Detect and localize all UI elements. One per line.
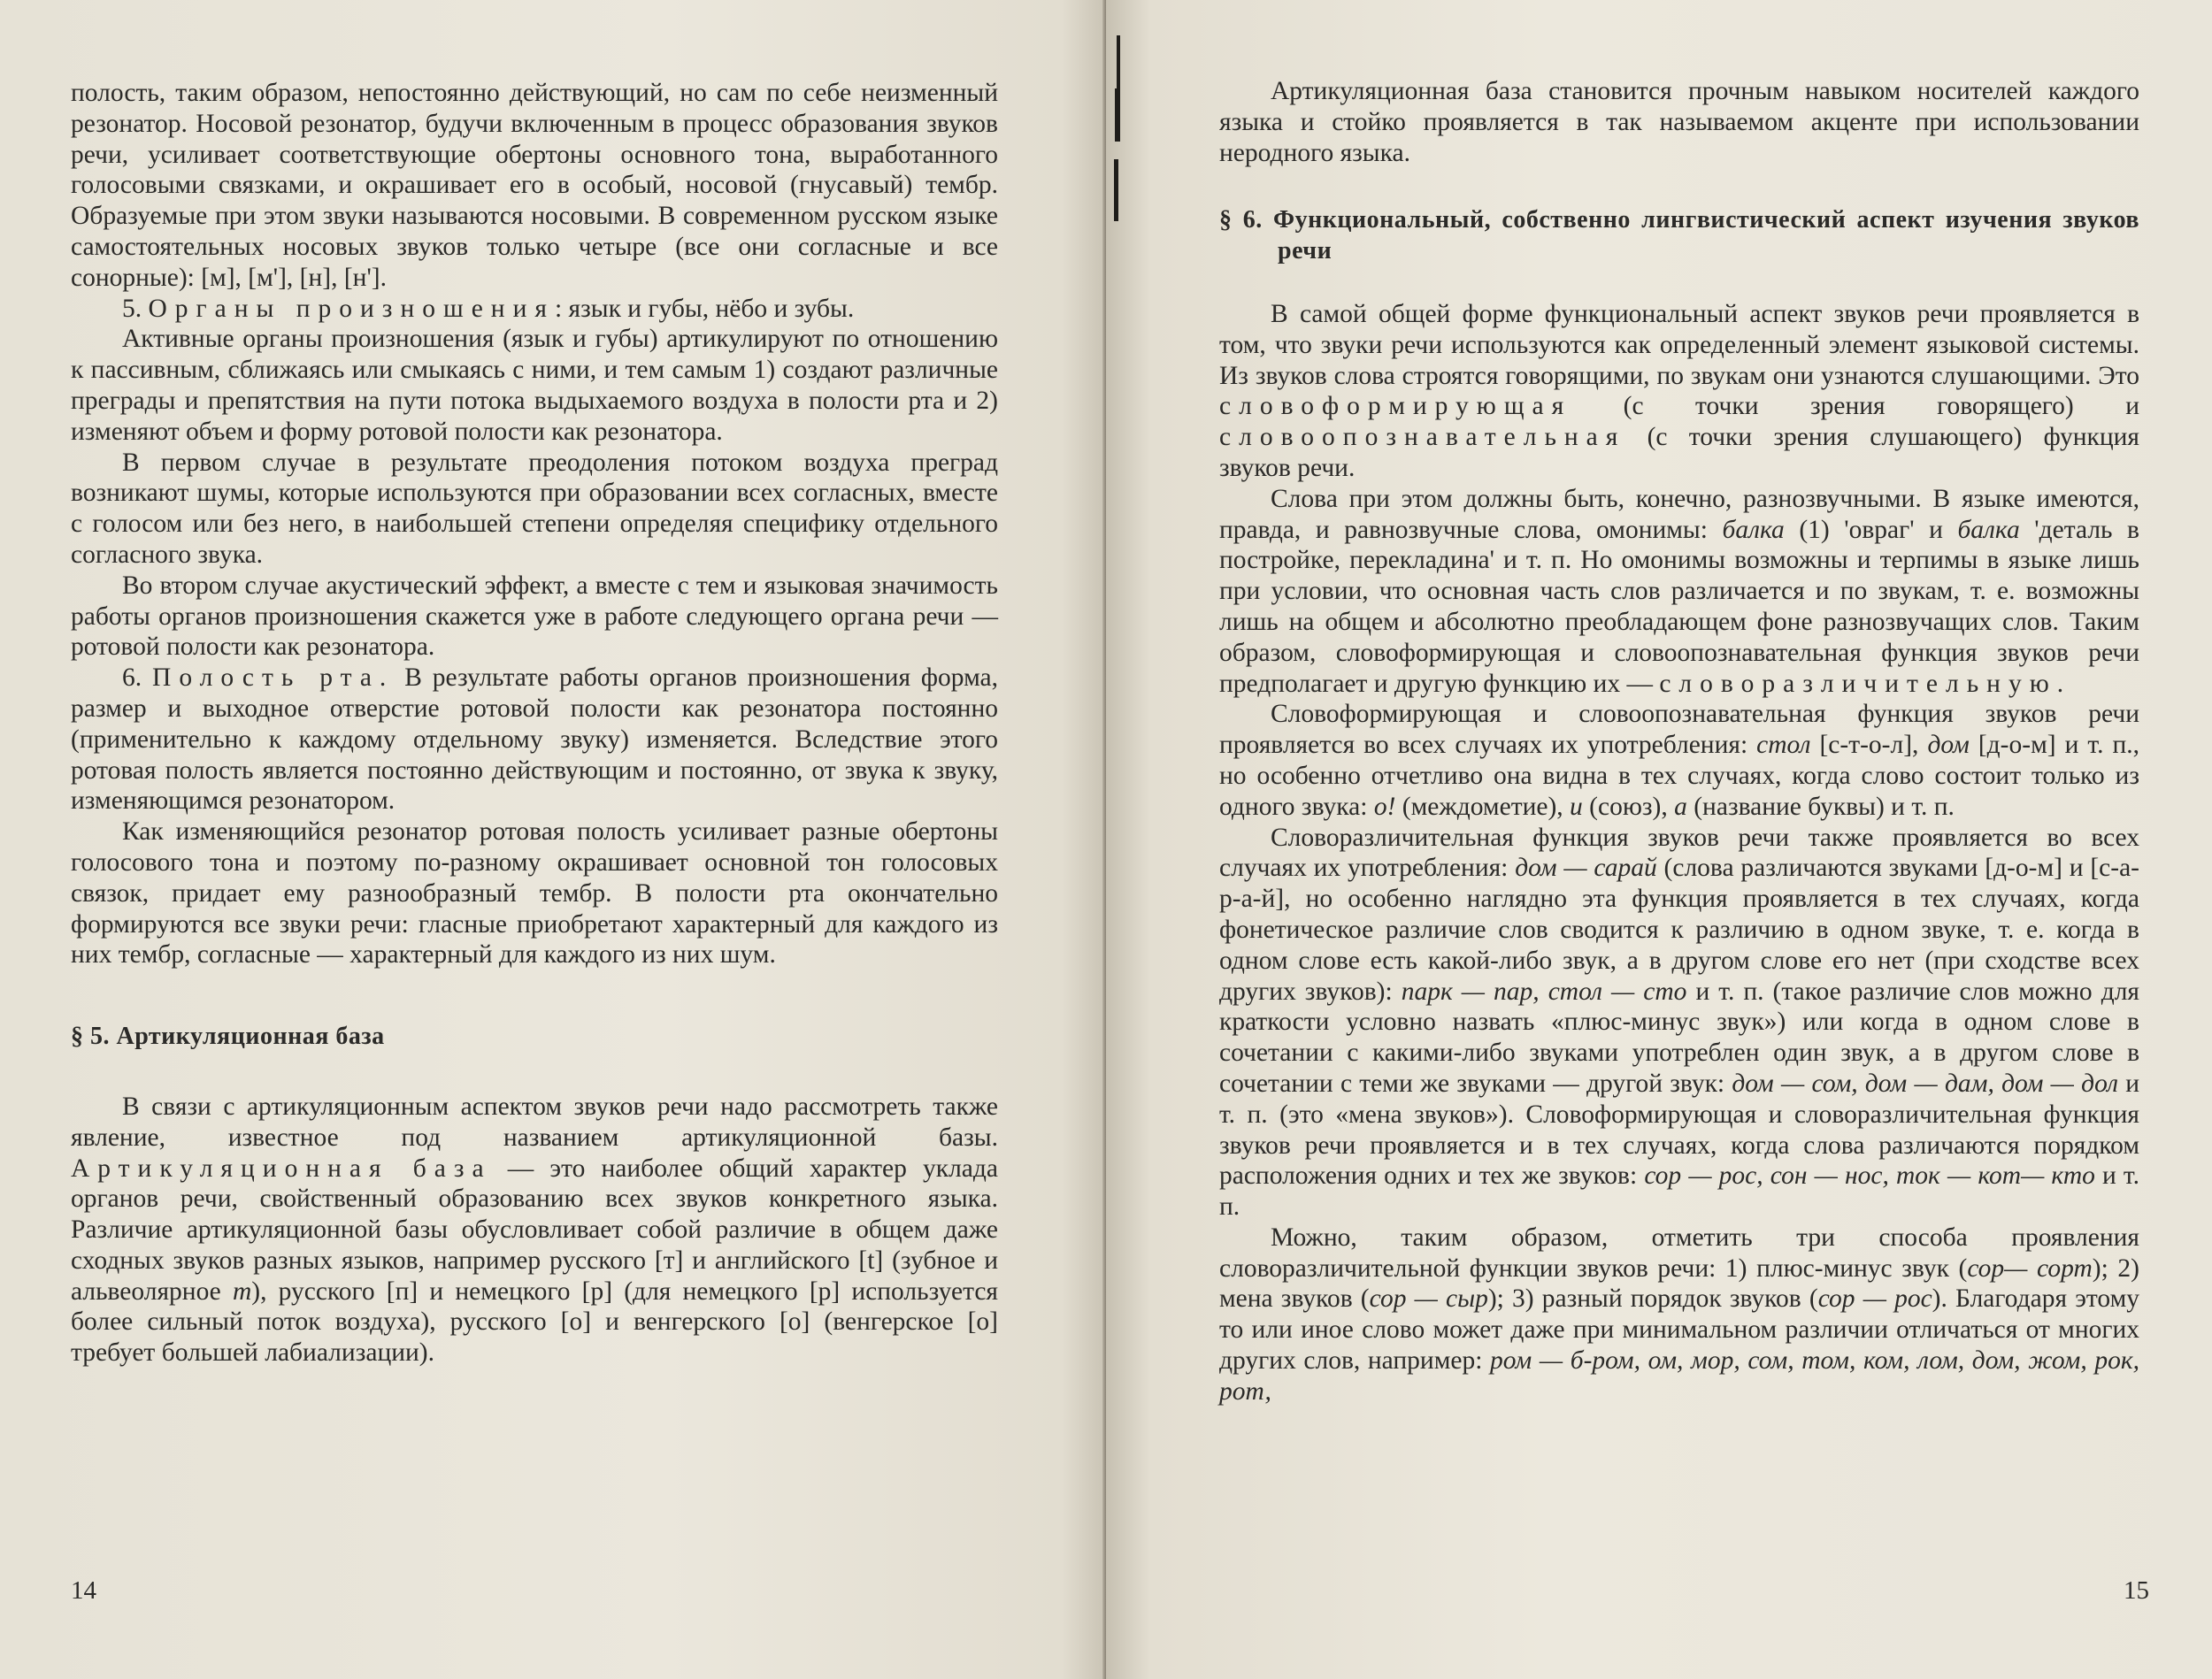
text-run: ). Благодаря этому то или иное слово может даже при минимальном различии отличаться от многих других слов, например: (1219, 1284, 2139, 1376)
text-run: В самой общей форме функциональный аспект звуков речи проявляется в том, что звуки речи используются как определенный элемент языковой системы. Из звуков слова строятся говорящими, по звукам они узнаются слушающими. Это (1219, 299, 2139, 390)
word: сор — рос, сон — нос, ток — кот— кто (1644, 1162, 2095, 1191)
paragraph (1219, 299, 2139, 484)
left-page-text (71, 78, 998, 1368)
text-run: ); 3) разный порядок звуков ( (1487, 1284, 1818, 1314)
word: и (1570, 792, 1583, 821)
scan-mark (1115, 88, 1120, 142)
word: стол (1756, 731, 1811, 760)
text-run: 'деталь в постройке, перекладина' и т. п. Но омонимы возможны и терпимы в языке лишь при условии, что основная часть слов различается и по звукам, т. е. возможны лишь на общем и абсолютно преобладающем фоне разнозвучащих слов. Таким образом, словоформирующая и словоопознавательная функция звуков речи предполагает и другую функцию их — (1219, 515, 2139, 698)
paragraph: Во втором случае акустический эффект, а вместе с тем и языковая значимость работы органов произношения скажется уже в работе следующего органа речи — ротовой полости как резонатора. (71, 571, 998, 662)
text-run: (с точки зрения слушающего) функция звуков речи. (1219, 423, 2139, 482)
item-rest: В результате работы органов произношения форма, размер и выходное отверстие ротовой полости как резонатора постоянно (применительно к каждому отдельному звуку) изменяется. Вследствие этого ротовая полость является постоянно действующим и постоянно, от звука к звуку, изменяющимся резонатором. (71, 663, 999, 816)
text-run: (союз), (1582, 792, 1675, 821)
item-number: 5. (122, 294, 142, 323)
section-heading: § 5. Артикуляционная база (71, 1023, 385, 1051)
term: словоопознавательная (1219, 423, 1626, 452)
text-run: В связи с артикуляционным аспектом звуков речи надо рассмотреть также явление, известное под названием артикуляционной базы. (71, 1092, 998, 1152)
scan-mark (1117, 35, 1120, 88)
paragraph: В первом случае в результате преодоления потоком воздуха преград возникают шумы, которые используются при образовании всех согласных, вместе с голосом или без него, в наибольшей степени определяя специфику отдельного согласного звука. (71, 448, 998, 569)
word: дом — сом, дом — дам, дом — дол (1732, 1069, 2118, 1098)
paragraph (1219, 823, 2139, 1223)
scan-mark (1114, 159, 1118, 221)
text-run: (междометие), (1395, 792, 1571, 821)
text-run: Можно, таким образом, отметить три способа проявления словоразличительной функции звуков речи: 1) плюс-минус звук ( (1219, 1223, 2139, 1283)
paragraph: Активные органы произношения (язык и губы) артикулируют по отношению к пассивным, сближаясь или смыкаясь с ними, и тем самым 1) создают различные преграды и препятствия на пути потока выдыхаемого воздуха в полости рта и 2) изменяют объем и форму ротовой полости как резонатора. (71, 325, 998, 446)
text-run: и т. п. (такое различие слов можно для краткости условно назвать «плюс-минус звук») или когда в одном слове в сочетании с какими-либо звуками употреблен один звук, а в другом слове в сочетании с теми же звуками — другой звук: (1219, 977, 2140, 1098)
text-run: [с-т-о-л], (1810, 731, 1928, 760)
text-run: (с точки зрения говорящего) и (1571, 392, 2139, 421)
text-run: т (232, 1276, 252, 1306)
term: Артикуляционная база (71, 1154, 492, 1183)
word: сор— сорт (1967, 1254, 2093, 1283)
text-run: ); 2) мена звуков ( (1219, 1254, 2139, 1314)
text-run: Словоформирующая и словоопознавательная функция звуков речи проявляется во всех случаях их употребления: (1219, 700, 2139, 760)
page-number: 14 (71, 1576, 96, 1605)
text-run: Словоразличительная функция звуков речи также проявляется во всех случаях их употребления: (1219, 823, 2139, 883)
word: парк — пар, стол — сто (1401, 977, 1687, 1006)
paragraph: Как изменяющийся резонатор ротовая полость усиливает разные обертоны голосового тона и поэтому по-разному окрашивает основной тон голосовых связок, придает ему разнообразный тембр. В полости рта окончательно формируются все звуки речи: гласные приобретают характерный для каждого из них тембр, согласные — характерный для каждого из них шум. (71, 817, 998, 970)
item-term: Органы произношения (148, 294, 555, 323)
word: сор — рос (1817, 1284, 1932, 1314)
item-rest: : язык и губы, нёбо и зубы. (554, 294, 855, 323)
paragraph (1219, 699, 2139, 822)
word: а (1674, 792, 1687, 821)
word: балка (1957, 515, 2020, 544)
word: балка (1722, 515, 1785, 544)
word: дом (1927, 731, 1970, 760)
right-page-text (1219, 76, 2139, 1407)
text-run: (название буквы) и т. п. (1686, 792, 1955, 821)
word: ром — б-ром, ом, мор, сом, том, ком, лом, дом, жом, рок, рот, (1219, 1346, 2139, 1406)
text-run: и т. п. (1219, 1162, 2139, 1222)
section-heading: § 6. Функциональный, собственно лингвистический аспект изучения звуков речи (1219, 206, 2139, 265)
term: словоразличительную. (1659, 669, 2072, 698)
text-run: ), русского [п] и немецкого [р] (для немецкого [р] используется более сильный поток воздуха), русского [о] и венгерского [о] (венгерское [о] требует большей лабиализации). (71, 1276, 998, 1368)
paragraph (1219, 484, 2139, 700)
text-run: Слова при этом должны быть, конечно, разнозвучными. В языке имеются, правда, и равнозвучные слова, омонимы: (1219, 484, 2139, 544)
item-number: 6. (122, 663, 142, 693)
text-run: (слова различаются звуками [д-о-м] и [с-а-р-а-й], но особенно наглядно эта функция проявляется в тех случаях, когда фонетическое различие слов сводится к различию в одном звуке, т. е. когда в одном слове есть какой-либо звук, а в другом слове его нет (при сходстве всех других звуков): (1219, 854, 2139, 1006)
term: словоформирующая (1219, 392, 1572, 421)
paragraph: полость, таким образом, непостоянно действующий, но сам по себе неизменный резонатор. Носовой резонатор, будучи включенным в процесс образования звуков речи, усиливает соответствующие обертоны основного тона, выработанного голосовыми связками, и окрашивает его в особый, носовой (гнусавый) тембр. Образуемые при этом звуки называются носовыми. В современном русском языке самостоятельных носовых звуков только четыре (все они согласные и все сонорные): [м], [м'], [н], [н']. (71, 79, 998, 292)
text-run: — это наиболее общий характер уклада органов речи, свойственный образованию всех звуков конкретного языка. Различие артикуляционной базы обусловливает собой различие в общем даже сходных звуков разных языков, например русского [т] и английского [t] (зубное и альвеолярное (71, 1154, 998, 1306)
text-run: и т. п. (это «мена звуков»). Словоформирующая и словоразличительная функция звуков речи проявляется и в тех случаях, когда слова различаются порядком расположения одних и тех же звуков: (1219, 1069, 2139, 1191)
text-run: [д-о-м] и т. п., но особенно отчетливо она видна в тех случаях, когда слово состоит только из одного звука: (1219, 731, 2139, 821)
word: дом — сарай (1515, 854, 1657, 883)
text-run: (1) 'овраг' и (1784, 515, 1958, 544)
list-item-organs (71, 294, 998, 325)
paragraph: Артикуляционная база становится прочным навыком носителей каждого языка и стойко проявляется в так называемом акценте при использовании неродного языка. (1219, 77, 2139, 167)
page-number: 15 (2124, 1576, 2149, 1605)
word: сор — сыр (1369, 1284, 1488, 1314)
word: о! (1373, 792, 1396, 821)
list-item-mouth (71, 663, 998, 816)
paragraph (1219, 1223, 2139, 1407)
item-term: Полость рта. (152, 663, 395, 693)
paragraph (71, 1092, 998, 1368)
